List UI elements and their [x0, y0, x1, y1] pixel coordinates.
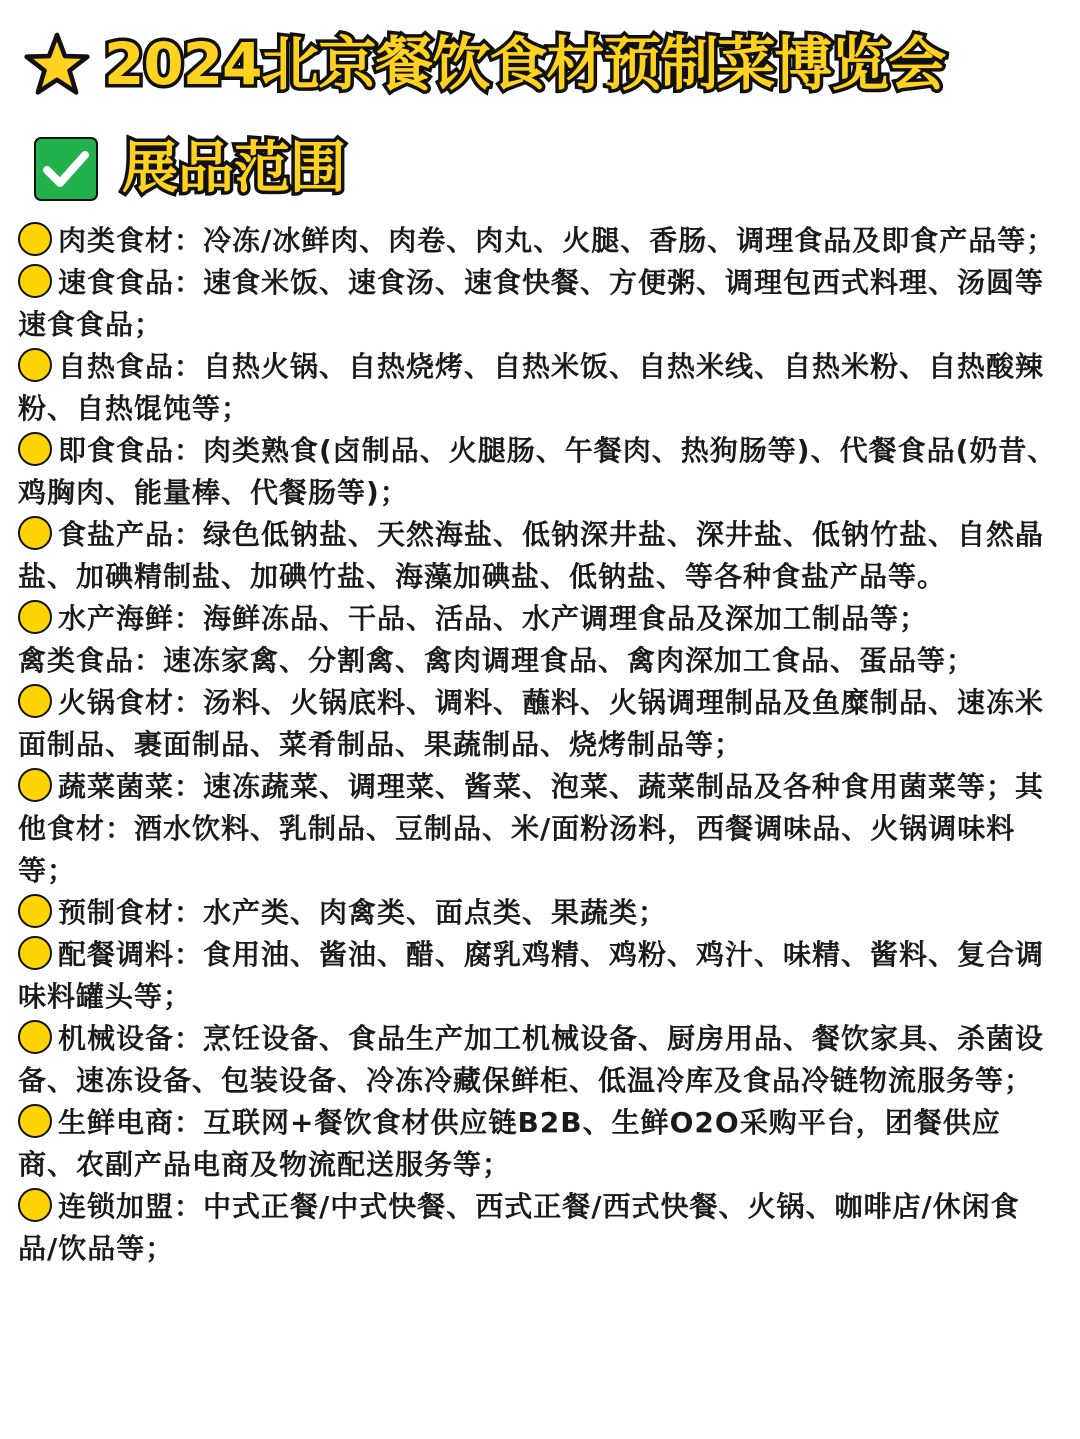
bullet-dot-icon [18, 684, 52, 718]
list-item [18, 640, 1058, 682]
bullet-dot-icon [18, 1020, 52, 1054]
bullet-dot-icon [18, 516, 52, 550]
list-item [18, 1102, 1058, 1186]
item-text: 即食食品：肉类熟食(卤制品、火腿肠、午餐肉、热狗肠等)、代餐食品(奶昔、鸡胸肉、能量棒、代餐肠等)； [18, 434, 1057, 509]
item-text: 预制食材：水产类、肉禽类、面点类、果蔬类； [58, 896, 668, 929]
item-text: 禽类食品：速冻家禽、分割禽、禽肉调理食品、禽肉深加工食品、蛋品等； [18, 644, 976, 677]
list-item [18, 1186, 1058, 1270]
list-item [18, 346, 1058, 430]
item-text: 肉类食材：冷冻/冰鲜肉、肉卷、肉丸、火腿、香肠、调理食品及即食产品等； [58, 224, 1056, 257]
section-header [34, 134, 346, 204]
bullet-dot-icon [18, 264, 52, 298]
page-header [24, 22, 1064, 106]
list-item [18, 682, 1058, 766]
item-text: 连锁加盟：中式正餐/中式快餐、西式正餐/西式快餐、火锅、咖啡店/休闲食品/饮品等； [18, 1190, 1020, 1265]
bullet-dot-icon [18, 894, 52, 928]
star-icon [24, 31, 90, 97]
list-item [18, 598, 1058, 640]
bullet-dot-icon [18, 432, 52, 466]
list-item [18, 262, 1058, 346]
list-item [18, 220, 1058, 262]
exhibit-list [18, 220, 1058, 1270]
bullet-dot-icon [18, 600, 52, 634]
bullet-dot-icon [18, 1188, 52, 1222]
list-item [18, 430, 1058, 514]
bullet-dot-icon [18, 936, 52, 970]
section-title: 展品范围 [122, 136, 346, 201]
item-text: 速食食品：速食米饭、速食汤、速食快餐、方便粥、调理包西式料理、汤圆等速食食品； [18, 266, 1045, 341]
item-text: 水产海鲜：海鲜冻品、干品、活品、水产调理食品及深加工制品等； [58, 602, 929, 635]
bullet-dot-icon [18, 1104, 52, 1138]
item-text: 食盐产品：绿色低钠盐、天然海盐、低钠深井盐、深井盐、低钠竹盐、自然晶盐、加碘精制盐、加碘竹盐、海藻加碘盐、低钠盐、等各种食盐产品等。 [18, 518, 1045, 593]
page-title: 2024北京餐饮食材预制菜博览会 [104, 30, 946, 98]
list-item [18, 1018, 1058, 1102]
bullet-dot-icon [18, 348, 52, 382]
item-text: 机械设备：烹饪设备、食品生产加工机械设备、厨房用品、餐饮家具、杀菌设备、速冻设备、包装设备、冷冻冷藏保鲜柜、低温冷库及食品冷链物流服务等； [18, 1022, 1045, 1097]
check-mark-icon [34, 137, 98, 201]
item-text: 配餐调料：食用油、酱油、醋、腐乳鸡精、鸡粉、鸡汁、味精、酱料、复合调味料罐头等； [18, 938, 1045, 1013]
list-item [18, 934, 1058, 1018]
bullet-dot-icon [18, 222, 52, 256]
item-text: 火锅食材：汤料、火锅底料、调料、蘸料、火锅调理制品及鱼糜制品、速冻米面制品、裹面制品、菜肴制品、果蔬制品、烧烤制品等； [18, 686, 1045, 761]
item-text: 自热食品：自热火锅、自热烧烤、自热米饭、自热米线、自热米粉、自热酸辣粉、自热馄饨等； [18, 350, 1045, 425]
item-text: 蔬菜菌菜：速冻蔬菜、调理菜、酱菜、泡菜、蔬菜制品及各种食用菌菜等；其他食材：酒水饮料、乳制品、豆制品、米/面粉汤料，西餐调味品、火锅调味料等； [18, 770, 1045, 887]
list-item [18, 514, 1058, 598]
bullet-dot-icon [18, 768, 52, 802]
item-text: 生鲜电商：互联网+餐饮食材供应链B2B、生鲜O2O采购平台，团餐供应商、农副产品电商及物流配送服务等； [18, 1106, 1001, 1181]
list-item [18, 766, 1058, 892]
list-item [18, 892, 1058, 934]
